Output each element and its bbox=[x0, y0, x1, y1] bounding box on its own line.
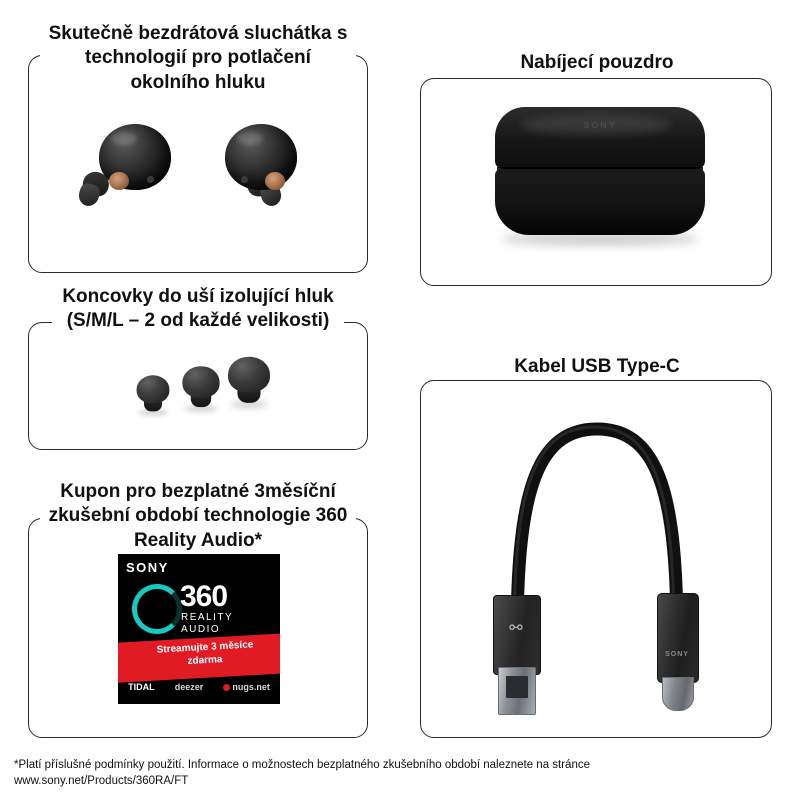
panel-charging-case-label: Nabíjecí pouzdro bbox=[498, 51, 696, 75]
footnote-line-2: www.sony.net/Products/360RA/FT bbox=[14, 774, 189, 787]
usb-cable-wire bbox=[421, 381, 773, 739]
earbud-left-mic bbox=[147, 176, 154, 183]
service-nugsnet-label: nugs.net bbox=[232, 682, 270, 692]
earbud-right-body bbox=[225, 124, 297, 190]
ear-tip-medium-dome bbox=[182, 366, 219, 398]
service-tidal: TIDAL bbox=[128, 682, 155, 692]
usb-a-connector bbox=[493, 595, 539, 713]
usb-c-shell bbox=[657, 593, 699, 683]
service-nugsnet bbox=[223, 682, 270, 692]
panel-usb-cable-label: Kabel USB Type-C bbox=[498, 355, 696, 379]
service-deezer: deezer bbox=[174, 682, 204, 692]
footnote bbox=[14, 758, 786, 789]
coupon-number: 360 bbox=[180, 580, 228, 613]
nugs-dot-icon bbox=[223, 684, 230, 691]
usb-a-contact bbox=[498, 667, 536, 715]
ear-tip-small bbox=[137, 375, 170, 413]
charging-case-brand: SONY bbox=[583, 120, 617, 130]
ear-tip-large bbox=[228, 357, 270, 405]
coupon-card bbox=[118, 554, 280, 704]
coupon-line1: REALITY bbox=[181, 612, 234, 623]
usb-c-connector bbox=[657, 593, 697, 711]
panel-ear-tips bbox=[28, 322, 368, 450]
coupon-brand: SONY bbox=[126, 560, 169, 575]
usb-c-contact bbox=[662, 677, 694, 711]
footnote-line-1: *Platí příslušné podmínky použití. Informace o možnostech bezplatného zkušebního období naleznete na stránce bbox=[14, 759, 590, 771]
ear-tip-small-dome bbox=[137, 375, 170, 403]
coupon-line2: AUDIO bbox=[181, 624, 221, 635]
ear-tip-medium bbox=[182, 366, 219, 409]
earbud-left-ring bbox=[109, 172, 129, 190]
ear-tip-large-dome bbox=[228, 357, 270, 393]
charging-case-illustration bbox=[495, 107, 705, 247]
earbud-right-ring bbox=[265, 172, 285, 190]
earbud-right-mic bbox=[241, 176, 248, 183]
coupon-banner-line1: Streamujte 3 měsíce bbox=[156, 639, 254, 656]
panel-charging-case bbox=[420, 78, 772, 286]
usb-c-brand: SONY bbox=[665, 651, 689, 658]
earbud-left-highlight bbox=[111, 132, 137, 145]
earbud-left bbox=[83, 124, 193, 220]
panel-usb-cable bbox=[420, 380, 772, 738]
panel-ear-tips-label: Koncovky do uší izolující hluk (S/M/L – 2 od každé velikosti) bbox=[52, 285, 344, 334]
coupon-services bbox=[118, 682, 280, 692]
earbud-right-highlight bbox=[237, 132, 263, 145]
coupon-banner-line2: zdarma bbox=[187, 654, 223, 667]
usb-icon: ⚯ bbox=[509, 620, 523, 637]
panel-coupon-label: Kupon pro bezplatné 3měsíční zkušební období technologie 360 Reality Audio* bbox=[40, 480, 356, 553]
earbud-right bbox=[225, 124, 335, 220]
charging-case-base bbox=[495, 169, 705, 235]
audio-ring-icon bbox=[132, 584, 182, 634]
panel-earbuds-label: Skutečně bezdrátová sluchátka s technologií pro potlačení okolního hluku bbox=[40, 22, 356, 95]
